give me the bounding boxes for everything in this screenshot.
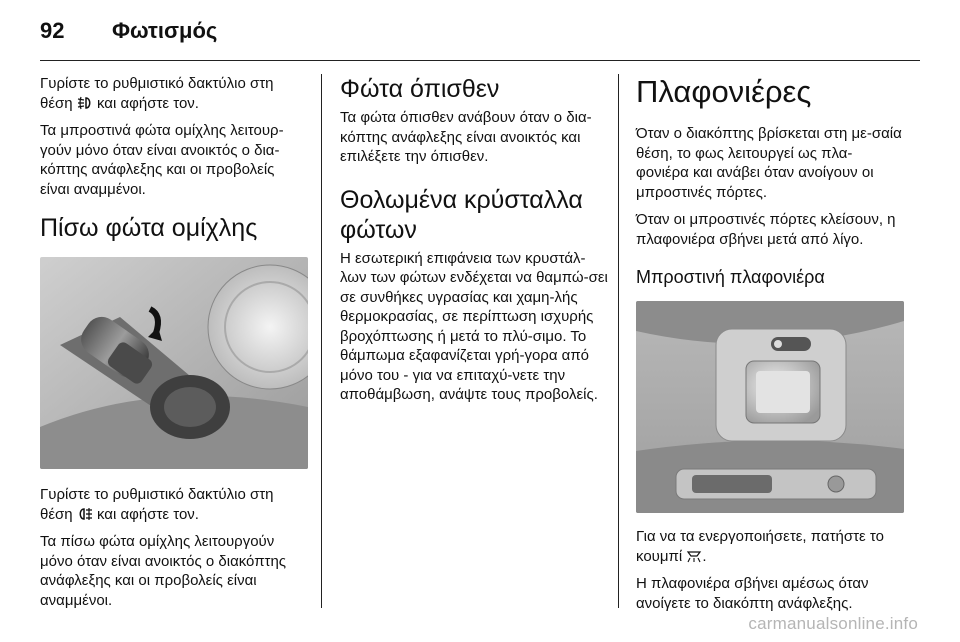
courtesy-light-photo	[636, 301, 904, 513]
front-fog-instruction: Γυρίστε το ρυθμιστικό δακτύλιο στη θέση και αφήστε τον.	[40, 75, 274, 112]
front-courtesy-light-heading: Μπροστινή πλαφονιέρα	[636, 267, 825, 287]
misted-lenses-heading: Θολωμένα κρύσταλλα φώτων	[340, 185, 583, 244]
interior-lights-off-description: Όταν οι μπροστινές πόρτες κλείσουν, η πλαφονιέρα σβήνει μετά από λίγο.	[636, 211, 896, 248]
reverse-lights-description: Τα φώτα όπισθεν ανάβουν όταν ο δια-κόπτης ανάφλεξης είναι ανοικτός και επιλέξετε την όπισθεν.	[340, 109, 592, 165]
page-number: 92	[40, 18, 65, 43]
front-fog-light-icon	[77, 94, 93, 114]
interior-light-icon	[686, 547, 702, 567]
watermark: carmanualsonline.info	[748, 614, 918, 633]
activate-instruction: Για να τα ενεργοποιήσετε, πατήστε το κουμπί .	[636, 528, 884, 565]
rear-fog-heading: Πίσω φώτα ομίχλης	[40, 214, 258, 242]
rear-fog-description: Τα πίσω φώτα ομίχλης λειτουργούν μόνο όταν είναι ανοικτός ο διακόπτης ανάφλεξης και οι προβολείς είναι αναμμένοι.	[40, 533, 287, 609]
rear-fog-instruction: Γυρίστε το ρυθμιστικό δακτύλιο στη θέση και αφήστε τον.	[40, 486, 274, 523]
page-title: Φωτισμός	[112, 18, 218, 43]
interior-lights-heading: Πλαφονιέρες	[636, 74, 812, 109]
misted-lenses-description: Η εσωτερική επιφάνεια των κρυστάλ-λων των φώτων ενδέχεται να θαμπώ-σει σε συνθήκες υγρασίας και χαμη-λής θερμοκρασίας, σε περίπτωση ισχυρής βροχόπτωσης ή μετά το πλύ-σιμο. Το θάμπωμα εξαφανίζεται γρή-γορα από μόνο του - για να επιταχύ-νετε την αποθάμβωση, ανάψτε τους προβολείς.	[340, 249, 608, 403]
column-2	[340, 74, 608, 413]
interior-lights-description: Όταν ο διακόπτης βρίσκεται στη με-σαία θέση, το φως λειτουργεί ως πλα-φονιέρα και ανάβει όταν ανοίγουν οι μπροστινές πόρτες.	[636, 125, 902, 201]
ignition-off-description: Η πλαφονιέρα σβήνει αμέσως όταν ανοίγετε το διακόπτη ανάφλεξης.	[636, 575, 869, 612]
rear-fog-light-icon	[77, 505, 93, 525]
column-divider-2	[618, 74, 619, 608]
reverse-lights-heading: Φώτα όπισθεν	[340, 75, 500, 103]
header-rule	[40, 60, 920, 61]
column-divider-1	[321, 74, 322, 608]
front-fog-description: Τα μπροστινά φώτα ομίχλης λειτουρ-γούν μόνο όταν είναι ανοικτός ο δια-κόπτης ανάφλεξης και οι προβολείς είναι αναμμένοι.	[40, 122, 284, 198]
light-switch-photo	[40, 257, 308, 469]
column-3	[636, 74, 904, 621]
column-1	[40, 74, 308, 618]
